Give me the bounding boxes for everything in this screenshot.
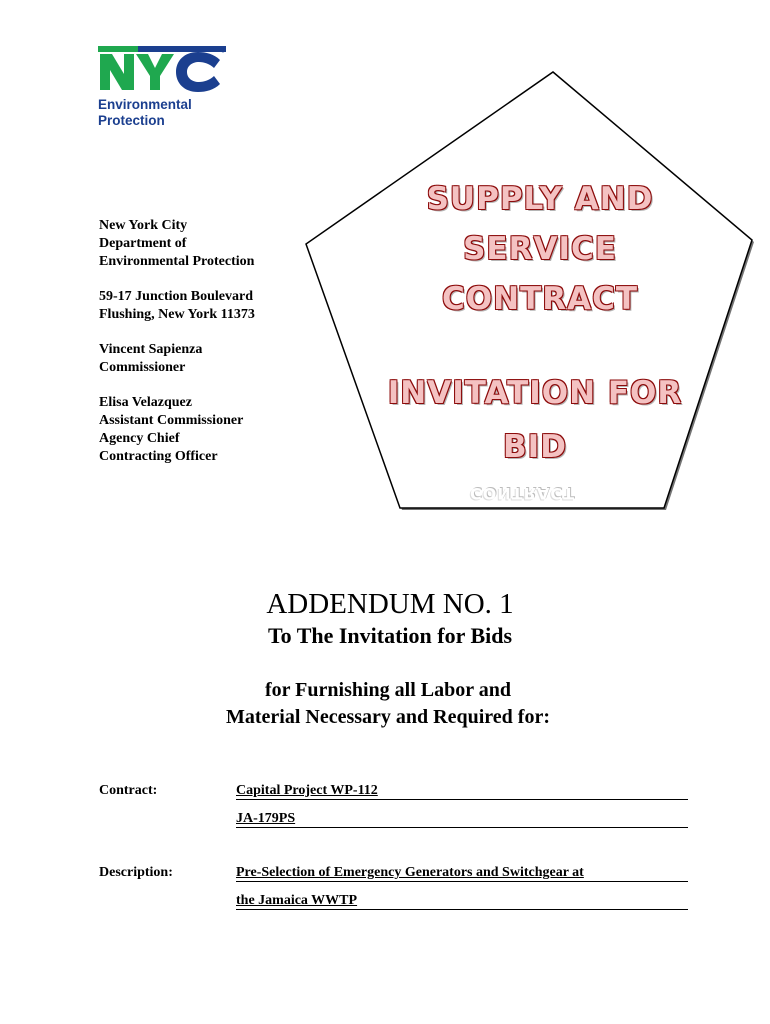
agency-address-line: 59-17 Junction Boulevard [99,289,254,304]
purpose-line-1: for Furnishing all Labor and [265,679,511,701]
ghost-reflection-text: CONTRACT [470,484,576,503]
contract-line-1: Capital Project WP-112 [236,782,688,800]
logo-line-environmental: Environmental [98,97,192,112]
badge-subheading-line: INVITATION FOR [387,375,683,411]
badge-subheading-line: BID [503,429,567,465]
acco-title: Assistant Commissioner [99,413,244,428]
logo-line-protection: Protection [98,113,165,128]
contract-line-2: JA-179PS [236,810,688,828]
acco-title: Contracting Officer [99,449,218,464]
contract-label: Contract: [99,783,158,798]
description-label: Description: [99,865,173,880]
badge-heading-line: CONTRACT [442,281,638,317]
badge-heading-line: SERVICE [463,231,617,267]
commissioner-title: Commissioner [99,360,186,375]
agency-name-line: New York City [99,218,188,233]
agency-name-line: Department of [99,236,187,251]
addendum-title: ADDENDUM NO. 1 [266,588,514,620]
badge-heading-line: SUPPLY AND [426,181,654,217]
purpose-line-2: Material Necessary and Required for: [225,706,550,728]
acco-title: Agency Chief [99,431,180,446]
addendum-subtitle: To The Invitation for Bids [267,623,513,648]
description-line-2: the Jamaica WWTP [236,892,688,910]
commissioner-name: Vincent Sapienza [99,342,203,357]
agency-address-line: Flushing, New York 11373 [99,307,255,322]
acco-name: Elisa Velazquez [99,395,192,410]
description-line-1: Pre-Selection of Emergency Generators and Switchgear at [236,864,688,882]
agency-name-line: Environmental Protection [99,254,255,269]
